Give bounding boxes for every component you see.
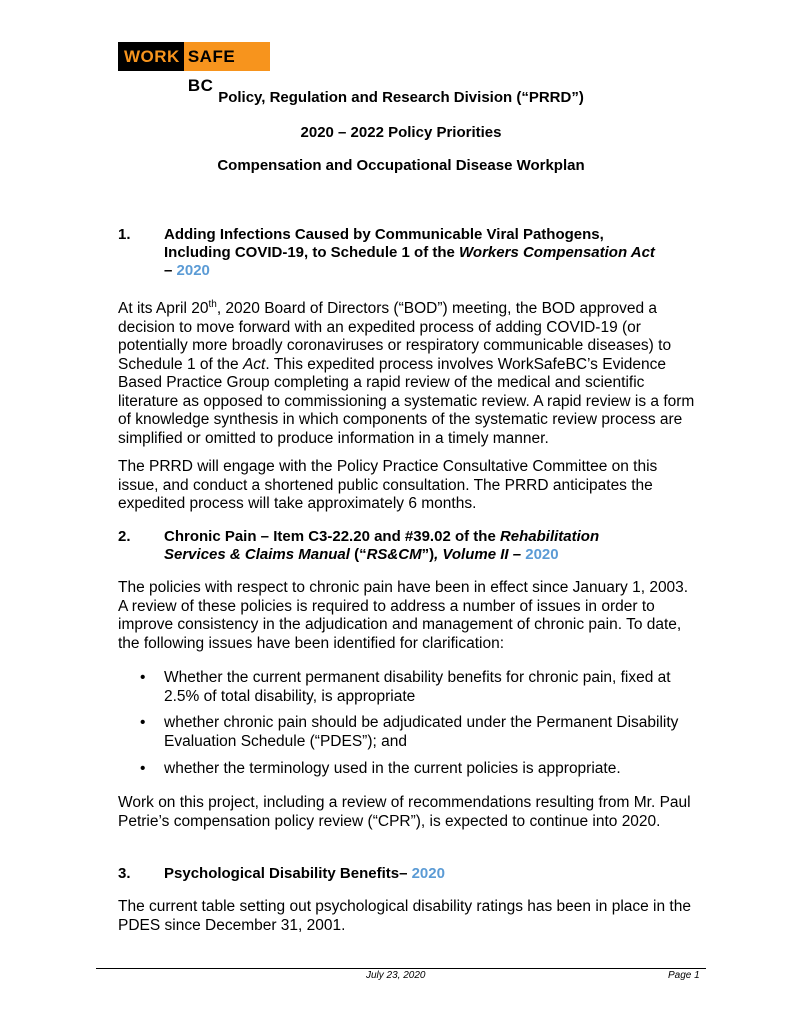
bullet-icon: • bbox=[140, 760, 146, 777]
section-number: 3. bbox=[118, 865, 131, 882]
logo-work-text: WORK bbox=[124, 46, 180, 66]
manual-italic: Rehabilitation bbox=[499, 528, 600, 545]
footer-divider bbox=[96, 968, 706, 969]
text: , Volume II – bbox=[434, 546, 526, 563]
footer-page-number: Page 1 bbox=[668, 970, 700, 981]
act-name: Workers Compensation Act bbox=[459, 244, 655, 261]
worksafebc-logo bbox=[118, 42, 270, 95]
bullet-text: whether the terminology used in the current policies is appropriate. bbox=[164, 760, 621, 777]
logo-safe-text: SAFE BC bbox=[184, 42, 270, 71]
manual-abbrev: RS&CM bbox=[366, 546, 422, 563]
footer-date: July 23, 2020 bbox=[366, 970, 426, 981]
section-year: 2020 bbox=[176, 262, 210, 279]
text: , 2020 Board of Directors (“BOD”) meeting, the BOD approved a decision to move forward with an expedited process of adding COVID-19 (or potentially more broadly coronaviruses or respiratory communicable diseases) to Schedule 1 of the bbox=[118, 300, 672, 373]
text: At its April 20 bbox=[118, 300, 209, 318]
bullet-item bbox=[140, 714, 700, 751]
section-title-line: Psychological Disability Benefits– bbox=[164, 865, 412, 882]
paragraph-consultation: The PRRD will engage with the Policy Practice Consultative Committee on this issue, and conduct a shortened public consultation. The PRRD anticipates the expedited process will take approximately 6 months. bbox=[118, 458, 658, 512]
section-title-line: Chronic Pain – Item C3-22.20 and #39.02 of the bbox=[164, 528, 500, 545]
section-year: 2020 bbox=[411, 865, 445, 882]
manual-italic: Services & Claims Manual bbox=[164, 546, 350, 563]
section-3-heading bbox=[118, 865, 698, 883]
text: . This expedited process involves WorkSafeBC’s Evidence Based Practice Group completing a rapid review of the medical and scientific literature as opposed to commissioning a systematic review. A rapid review is a form of knowledge synthesis in which components of the systematic review process are simplified or omitted to produce information in a timely manner. bbox=[118, 355, 695, 447]
section-2-heading bbox=[118, 528, 698, 564]
section-title-line: Including COVID-19, to Schedule 1 of the bbox=[164, 244, 460, 261]
paragraph-chronic-pain: The policies with respect to chronic pain have been in effect since January 1, 2003. A review of these policies is required to address a number of issues in order to improve consistency in the adjudication and management of chronic pain. To date, the following issues have been identified for clarification: bbox=[118, 579, 689, 652]
section-year: 2020 bbox=[525, 546, 559, 563]
bullet-item bbox=[140, 760, 700, 779]
text: ”) bbox=[421, 546, 435, 563]
dash: – bbox=[164, 262, 177, 279]
bullet-item bbox=[140, 669, 700, 706]
priorities-title: 2020 – 2022 Policy Priorities bbox=[300, 124, 502, 141]
section-title bbox=[164, 528, 698, 564]
bullet-text: whether chronic pain should be adjudicated under the Permanent Disability Evaluation Schedule (“PDES”); and bbox=[164, 714, 679, 750]
division-title: Policy, Regulation and Research Division (“PRRD”) bbox=[218, 89, 584, 106]
section-title-line: Adding Infections Caused by Communicable Viral Pathogens, bbox=[164, 226, 604, 243]
section-number: 1. bbox=[118, 226, 131, 243]
bullet-text: Whether the current permanent disability benefits for chronic pain, fixed at 2.5% of total disability, is appropriate bbox=[164, 669, 671, 705]
bullet-icon: • bbox=[140, 714, 146, 731]
section-number: 2. bbox=[118, 528, 131, 545]
act-italic: Act bbox=[242, 355, 266, 373]
superscript: th bbox=[208, 299, 217, 310]
text: (“ bbox=[349, 546, 367, 563]
paragraph-cpr: Work on this project, including a review of recommendations resulting from Mr. Paul Petrie’s compensation policy review (“CPR”), is expected to continue into 2020. bbox=[118, 794, 691, 830]
section-title bbox=[164, 865, 698, 883]
section-title bbox=[164, 226, 698, 280]
bullet-icon: • bbox=[140, 669, 146, 686]
section-1-heading bbox=[118, 226, 698, 280]
paragraph-psychological: The current table setting out psychological disability ratings has been in place in the PDES since December 31, 2001. bbox=[118, 898, 691, 934]
workplan-title: Compensation and Occupational Disease Workplan bbox=[217, 157, 585, 174]
paragraph-bod-approval bbox=[118, 296, 698, 448]
